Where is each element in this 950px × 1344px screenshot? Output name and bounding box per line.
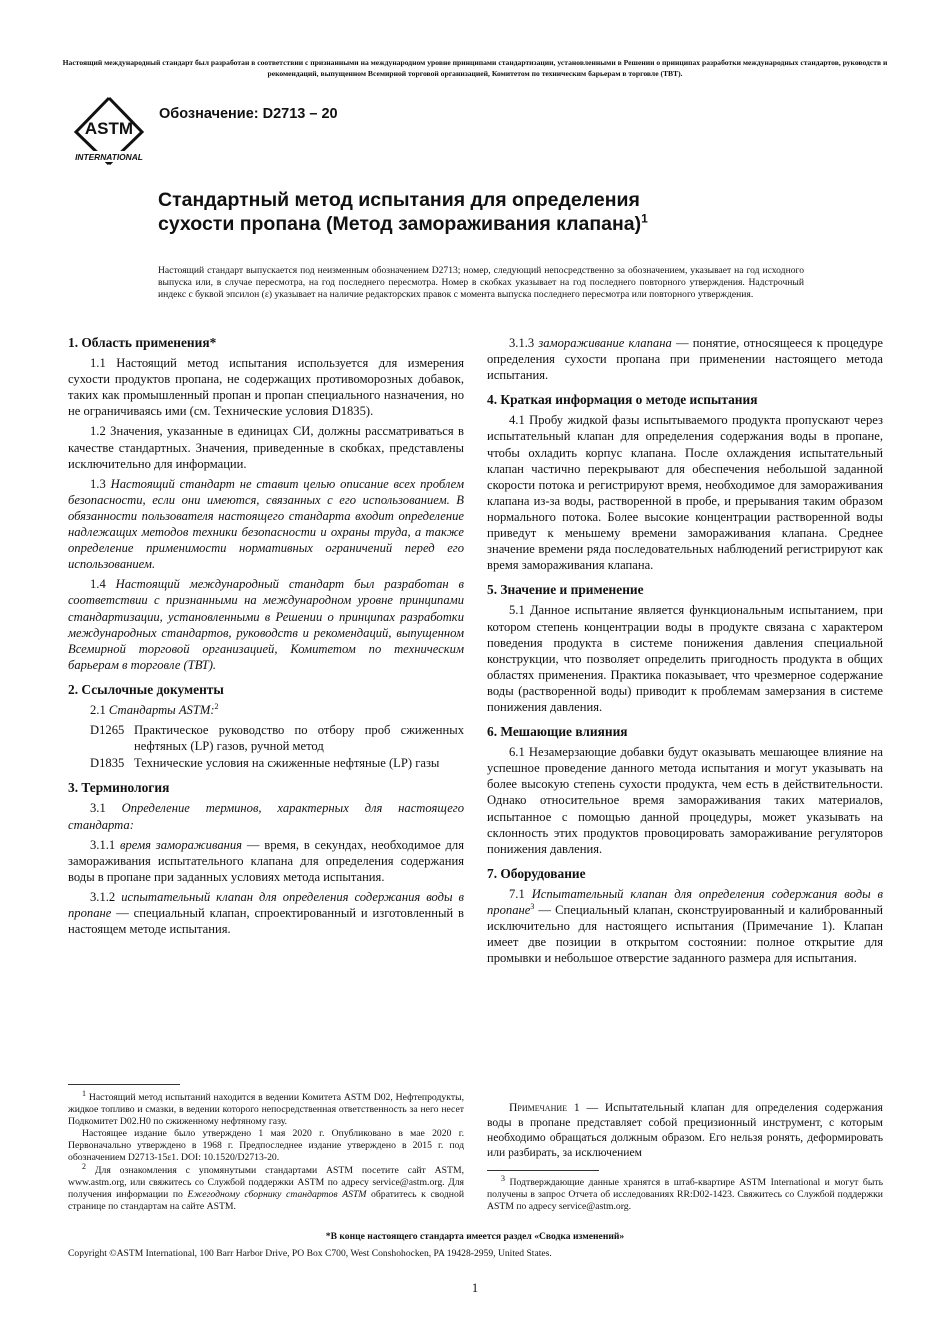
footnote-rule-right bbox=[487, 1170, 599, 1171]
title-line-1: Стандартный метод испытания для определения bbox=[158, 189, 640, 211]
section-2-heading: 2. Ссылочные документы bbox=[68, 681, 224, 697]
paragraph-1-4: 1.4 Настоящий международный стандарт был разработан в соответствии с признанными на международном уровне принципами стандартизации, установленными в Решении о принципах разработки международных стандартов, руководств и рекомендаций, выпущенном Всемирной торговой организацией, Комитетом по техническим барьерам в торговле (ТВТ). bbox=[68, 577, 464, 672]
section-4-heading: 4. Краткая информация о методе испытания bbox=[487, 392, 758, 408]
footnote-1-edition: Настоящее издание было утверждено 1 мая 2020 г. Опубликовано в мае 2020 г. Первоначально утверждено в 1968 г. Предпоследнее издание утверждено в 2015 г. под обозначением D2713-15ε1. DOI: 10.1520/D2713-20. bbox=[68, 1128, 464, 1164]
logo-international-text: INTERNATIONAL bbox=[75, 152, 143, 162]
footnotes-left bbox=[68, 1088, 465, 1213]
right-column bbox=[487, 335, 883, 970]
paragraph-5-1: 5.1 Данное испытание является функциональным испытанием, при котором степень концентрации воды в продукте связана с характером поведения продукта в системе понижения давления специальной конструкции, что позволяет определить пригодность продукта в общих областях применения. Практика показывает, что чрезмерное содержание воды (растворенной воды) приводит к проблемам замерзания в системе понижения давления. bbox=[487, 603, 883, 714]
international-standard-notice: Настоящий международный стандарт был разработан в соответствии с признанными на международном уровне принципами стандартизации, установленными в Решении о принципах разработки международных стандартов, руководств и рекомендаций, выпущенном Всемирной торговой организацией, Комитетом по техническим барьерам в торговле (ТВТ). bbox=[62, 58, 888, 78]
astm-logo bbox=[66, 92, 152, 166]
paragraph-3-1-1: 3.1.1 время замораживания — время, в секундах, необходимое для замораживания испытательного клапана для определения содержания воды в пропане при заданных условиях метода испытания. bbox=[68, 837, 465, 884]
footnote-1: $^1$ Настоящий метод испытаний находится в ведении Комитета ASTM D02, Нефтепродукты, жидкое топливо и смазки, в ведении которого непосредственная ответственность за него несет Подкомитет D02.H0 по сжиженному нефтяному газу. bbox=[68, 1088, 464, 1128]
section-1-heading: 1. Область применения* bbox=[68, 335, 217, 350]
copyright-line: Copyright ©ASTM International, 100 Barr Harbor Drive, PO Box C700, West Conshohocken, PA 19428-2959, United States. bbox=[68, 1248, 552, 1259]
note-1: Примечание 1 — Испытательный клапан для определения содержания воды в пропане представляет собой прецизионный инструмент, с которым необходимо обращаться должным образом. Его нельзя ронять, деформировать или разбирать, за исключением bbox=[487, 1101, 883, 1159]
designation-label: Обозначение: D2713 – 20 bbox=[159, 106, 338, 122]
paragraph-4-1: 4.1 Пробу жидкой фазы испытываемого продукта пропускают через испытательный клапан для определения содержания воды в пропане, чтобы охладить корпус клапана. После охлаждения испытательный клапан частично перекрывают для обеспечения небольшой заданной скорости потока и регистрируют время, необходимое для замораживания клапана из-за воды, растворенной в пробе, и прерывания таким образом нормального потока. Более высокие концентрации растворенной воды приведут к меньшему времени замораживания клапана. Среднее значение времени ряда последовательных наблюдений регистрируют как время замораживания клапана. bbox=[487, 413, 883, 573]
footnote-rule-left bbox=[68, 1084, 180, 1085]
title-footnote-mark: 1 bbox=[641, 211, 648, 226]
paragraph-3-1-2: 3.1.2 испытательный клапан для определения содержания воды в пропане — специальный клапан, спроектированный и изготовленный в настоящем методе испытания. bbox=[68, 889, 465, 937]
paragraph-2-1: 2.1 Стандарты ASTM:$^2$ bbox=[90, 701, 219, 717]
footnote-3: $^3$ Подтверждающие данные хранятся в штаб-квартире ASTM International и могут быть получены в запрос Отчета об исследованиях RR:D02-1423. Свяжитесь со Службой поддержки ASTM по адресу service@astm.org. bbox=[487, 1173, 884, 1213]
section-3-heading: 3. Терминология bbox=[68, 780, 170, 796]
footnotes-right bbox=[487, 1173, 884, 1213]
issue-note: Настоящий стандарт выпускается под неизменным обозначением D2713; номер, следующий непосредственно за обозначением, указывает на год исходного выпуска или, в случае пересмотра, на год последнего пересмотра. Номер в скобках указывает на год последнего повторного утверждения. Надстрочный индекс с буквой эпсилон (ε) указывает на наличие редакторских правок с момента выпуска последнего пересмотра или повторного утверждения. bbox=[158, 265, 804, 301]
paragraph-1-3: 1.3 Настоящий стандарт не ставит целью описание всех проблем безопасности, если они имеются, связанных с его использованием. В обязанности пользователя настоящего стандарта входит определение надлежащих методов техники безопасности и охраны труда, а также определение применимости нормативных ограничений перед его использованием. bbox=[68, 476, 464, 572]
paragraph-3-1-3: 3.1.3 замораживание клапана — понятие, относящееся к процедуре определения сухости пропана при применении настоящего метода испытания. bbox=[487, 336, 883, 383]
section-6-heading: 6. Мешающие влияния bbox=[487, 724, 628, 740]
reference-d1265: D1265 Практическое руководство по отбору проб сжиженных нефтяных (LP) газов, ручной метод bbox=[90, 723, 464, 754]
page-number: 1 bbox=[471, 1281, 479, 1295]
summary-of-changes-note: *В конце настоящего стандарта имеется раздел «Сводка изменений» bbox=[325, 1231, 625, 1242]
document-title bbox=[158, 188, 778, 236]
footnote-2: $^2$ Для ознакомления с упомянутыми стандартами ASTM посетите сайт ASTM, www.astm.org, или свяжитесь со Службой поддержки ASTM по адресу service@astm.org. Для получения информации по Ежегодному сборнику стандартов ASTM обратитесь к сводной странице по стандартам на сайте ASTM. bbox=[68, 1161, 465, 1212]
paragraph-1-2: 1.2 Значения, указанные в единицах СИ, должны рассматриваться в качестве стандартных. Значения, приведенные в скобках, представлены исключительно для информации. bbox=[68, 424, 464, 471]
section-5-heading: 5. Значение и применение bbox=[487, 582, 644, 598]
logo-astm-text: ASTM bbox=[84, 119, 134, 138]
paragraph-3-1: 3.1 Определение терминов, характерных для настоящего стандарта: bbox=[68, 801, 464, 832]
paragraph-7-1: 7.1 Испытательный клапан для определения содержания воды в пропане$^3$ — Специальный клапан, сконструированный и калиброванный исключительно для настоящего испытания (Примечание 1). Клапан имеет две позиции в открытом состоянии: полное открытие для промывки и небольшое отверстие заданного размера для испытания. bbox=[487, 886, 884, 966]
title-line-2: сухости пропана (Метод замораживания клапана)$^1$ bbox=[158, 211, 648, 235]
reference-d1835: D1835 Технические условия на сжиженные нефтяные (LP) газы bbox=[90, 756, 440, 771]
left-column bbox=[68, 335, 464, 941]
section-7-heading: 7. Оборудование bbox=[487, 865, 586, 881]
paragraph-6-1: 6.1 Незамерзающие добавки будут оказывать мешающее влияние на успешное проведение данного метода испытания и могут указывать на более высокую степень сухости продукта, чем есть в действительности. Однако относительное время замораживания таких материалов, испытанное с помощью данной процедуры, может указывать на склонность этих продуктов провоцировать замораживание регуляторов понижения давления. bbox=[487, 745, 883, 856]
paragraph-1-1: 1.1 Настоящий метод испытания используется для измерения сухости продуктов пропана, не содержащих противоморозных добавок, таких как промышленный пропан и пропан специального назначения, но не ограничиваясь ими (см. Технические условия D1835). bbox=[68, 356, 464, 419]
